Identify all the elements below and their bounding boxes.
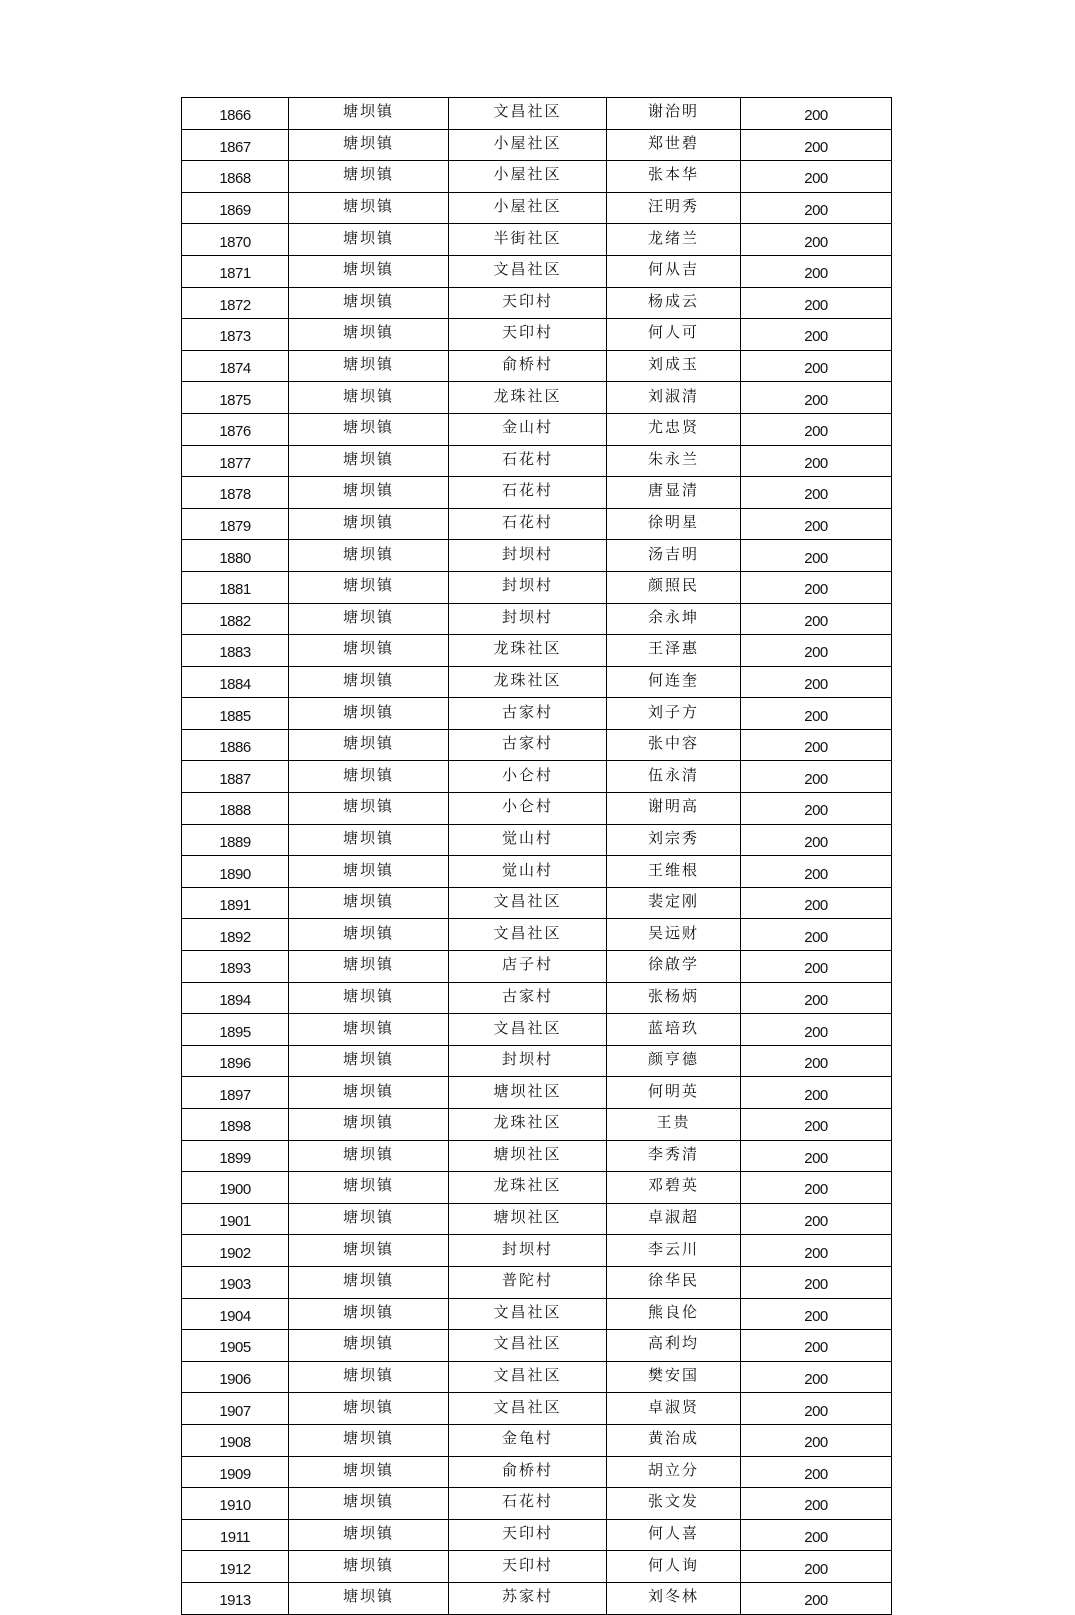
village-cell: 龙珠社区	[449, 666, 607, 698]
town-cell: 塘坝镇	[289, 856, 449, 888]
village-cell: 龙珠社区	[449, 1172, 607, 1204]
table-row	[182, 1140, 892, 1172]
village-cell: 天印村	[449, 1519, 607, 1551]
data-table	[181, 97, 892, 1615]
amount-cell: 200	[741, 1298, 892, 1330]
table-row	[182, 1235, 892, 1267]
person-name-cell: 张杨炳	[607, 982, 741, 1014]
town-cell: 塘坝镇	[289, 1140, 449, 1172]
amount-cell: 200	[741, 1519, 892, 1551]
person-name-cell: 朱永兰	[607, 445, 741, 477]
amount-cell: 200	[741, 919, 892, 951]
village-cell: 古家村	[449, 729, 607, 761]
serial-number-cell: 1876	[182, 413, 289, 445]
serial-number-cell: 1905	[182, 1330, 289, 1362]
serial-number-cell: 1881	[182, 571, 289, 603]
village-cell: 半街社区	[449, 224, 607, 256]
amount-cell: 200	[741, 1077, 892, 1109]
table-row	[182, 729, 892, 761]
person-name-cell: 李云川	[607, 1235, 741, 1267]
table-row	[182, 793, 892, 825]
town-cell: 塘坝镇	[289, 824, 449, 856]
village-cell: 小屋社区	[449, 161, 607, 193]
person-name-cell: 徐明星	[607, 508, 741, 540]
village-cell: 苏家村	[449, 1582, 607, 1614]
amount-cell: 200	[741, 1266, 892, 1298]
person-name-cell: 何明英	[607, 1077, 741, 1109]
person-name-cell: 何人喜	[607, 1519, 741, 1551]
person-name-cell: 颜亨德	[607, 1045, 741, 1077]
table-row	[182, 856, 892, 888]
person-name-cell: 刘冬林	[607, 1582, 741, 1614]
amount-cell: 200	[741, 1140, 892, 1172]
table-row	[182, 1519, 892, 1551]
town-cell: 塘坝镇	[289, 1582, 449, 1614]
town-cell: 塘坝镇	[289, 540, 449, 572]
town-cell: 塘坝镇	[289, 571, 449, 603]
serial-number-cell: 1873	[182, 319, 289, 351]
serial-number-cell: 1872	[182, 287, 289, 319]
amount-cell: 200	[741, 698, 892, 730]
table-row	[182, 571, 892, 603]
town-cell: 塘坝镇	[289, 1424, 449, 1456]
town-cell: 塘坝镇	[289, 1519, 449, 1551]
amount-cell: 200	[741, 635, 892, 667]
table-row	[182, 1298, 892, 1330]
person-name-cell: 刘成玉	[607, 350, 741, 382]
town-cell: 塘坝镇	[289, 1045, 449, 1077]
village-cell: 石花村	[449, 477, 607, 509]
village-cell: 文昌社区	[449, 1298, 607, 1330]
village-cell: 天印村	[449, 287, 607, 319]
table-row	[182, 1014, 892, 1046]
table-row	[182, 382, 892, 414]
table-row	[182, 1361, 892, 1393]
village-cell: 封坝村	[449, 1235, 607, 1267]
person-name-cell: 邓碧英	[607, 1172, 741, 1204]
village-cell: 文昌社区	[449, 887, 607, 919]
town-cell: 塘坝镇	[289, 982, 449, 1014]
person-name-cell: 谢治明	[607, 98, 741, 130]
table-row	[182, 445, 892, 477]
serial-number-cell: 1897	[182, 1077, 289, 1109]
amount-cell: 200	[741, 1456, 892, 1488]
town-cell: 塘坝镇	[289, 1235, 449, 1267]
person-name-cell: 高利均	[607, 1330, 741, 1362]
amount-cell: 200	[741, 1330, 892, 1362]
person-name-cell: 王维根	[607, 856, 741, 888]
amount-cell: 200	[741, 761, 892, 793]
town-cell: 塘坝镇	[289, 287, 449, 319]
serial-number-cell: 1899	[182, 1140, 289, 1172]
person-name-cell: 张中容	[607, 729, 741, 761]
amount-cell: 200	[741, 793, 892, 825]
amount-cell: 200	[741, 1172, 892, 1204]
table-row	[182, 287, 892, 319]
serial-number-cell: 1888	[182, 793, 289, 825]
table-row	[182, 635, 892, 667]
amount-cell: 200	[741, 571, 892, 603]
table-row	[182, 666, 892, 698]
serial-number-cell: 1887	[182, 761, 289, 793]
town-cell: 塘坝镇	[289, 919, 449, 951]
serial-number-cell: 1898	[182, 1109, 289, 1141]
table-row	[182, 508, 892, 540]
table-row	[182, 982, 892, 1014]
person-name-cell: 吴远财	[607, 919, 741, 951]
town-cell: 塘坝镇	[289, 1203, 449, 1235]
table-row	[182, 319, 892, 351]
serial-number-cell: 1879	[182, 508, 289, 540]
town-cell: 塘坝镇	[289, 1456, 449, 1488]
amount-cell: 200	[741, 540, 892, 572]
village-cell: 封坝村	[449, 571, 607, 603]
amount-cell: 200	[741, 192, 892, 224]
person-name-cell: 刘子方	[607, 698, 741, 730]
village-cell: 石花村	[449, 1488, 607, 1520]
person-name-cell: 汤吉明	[607, 540, 741, 572]
person-name-cell: 尤忠贤	[607, 413, 741, 445]
village-cell: 古家村	[449, 982, 607, 1014]
amount-cell: 200	[741, 382, 892, 414]
person-name-cell: 徐啟学	[607, 951, 741, 983]
serial-number-cell: 1890	[182, 856, 289, 888]
serial-number-cell: 1907	[182, 1393, 289, 1425]
village-cell: 龙珠社区	[449, 1109, 607, 1141]
table-row	[182, 413, 892, 445]
village-cell: 石花村	[449, 508, 607, 540]
person-name-cell: 李秀清	[607, 1140, 741, 1172]
village-cell: 店子村	[449, 951, 607, 983]
table-body	[182, 98, 892, 1615]
town-cell: 塘坝镇	[289, 413, 449, 445]
serial-number-cell: 1885	[182, 698, 289, 730]
village-cell: 文昌社区	[449, 1361, 607, 1393]
table-row	[182, 1203, 892, 1235]
village-cell: 文昌社区	[449, 255, 607, 287]
serial-number-cell: 1911	[182, 1519, 289, 1551]
serial-number-cell: 1913	[182, 1582, 289, 1614]
person-name-cell: 何连奎	[607, 666, 741, 698]
serial-number-cell: 1866	[182, 98, 289, 130]
serial-number-cell: 1901	[182, 1203, 289, 1235]
amount-cell: 200	[741, 287, 892, 319]
serial-number-cell: 1909	[182, 1456, 289, 1488]
town-cell: 塘坝镇	[289, 729, 449, 761]
person-name-cell: 徐华民	[607, 1266, 741, 1298]
serial-number-cell: 1877	[182, 445, 289, 477]
person-name-cell: 卓淑贤	[607, 1393, 741, 1425]
town-cell: 塘坝镇	[289, 350, 449, 382]
amount-cell: 200	[741, 224, 892, 256]
table-row	[182, 1266, 892, 1298]
amount-cell: 200	[741, 603, 892, 635]
town-cell: 塘坝镇	[289, 1551, 449, 1583]
table-row	[182, 887, 892, 919]
serial-number-cell: 1871	[182, 255, 289, 287]
serial-number-cell: 1889	[182, 824, 289, 856]
village-cell: 天印村	[449, 1551, 607, 1583]
village-cell: 塘坝社区	[449, 1140, 607, 1172]
serial-number-cell: 1883	[182, 635, 289, 667]
amount-cell: 200	[741, 129, 892, 161]
table-row	[182, 224, 892, 256]
village-cell: 龙珠社区	[449, 382, 607, 414]
amount-cell: 200	[741, 413, 892, 445]
table-row	[182, 1077, 892, 1109]
table-row	[182, 1330, 892, 1362]
person-name-cell: 余永坤	[607, 603, 741, 635]
serial-number-cell: 1902	[182, 1235, 289, 1267]
town-cell: 塘坝镇	[289, 951, 449, 983]
serial-number-cell: 1875	[182, 382, 289, 414]
town-cell: 塘坝镇	[289, 603, 449, 635]
serial-number-cell: 1882	[182, 603, 289, 635]
amount-cell: 200	[741, 1424, 892, 1456]
serial-number-cell: 1908	[182, 1424, 289, 1456]
serial-number-cell: 1878	[182, 477, 289, 509]
town-cell: 塘坝镇	[289, 666, 449, 698]
amount-cell: 200	[741, 350, 892, 382]
person-name-cell: 张文发	[607, 1488, 741, 1520]
serial-number-cell: 1904	[182, 1298, 289, 1330]
village-cell: 普陀村	[449, 1266, 607, 1298]
person-name-cell: 卓淑超	[607, 1203, 741, 1235]
village-cell: 塘坝社区	[449, 1203, 607, 1235]
table-row	[182, 603, 892, 635]
village-cell: 小屋社区	[449, 192, 607, 224]
village-cell: 俞桥村	[449, 1456, 607, 1488]
village-cell: 文昌社区	[449, 1330, 607, 1362]
village-cell: 石花村	[449, 445, 607, 477]
amount-cell: 200	[741, 982, 892, 1014]
village-cell: 封坝村	[449, 540, 607, 572]
amount-cell: 200	[741, 508, 892, 540]
person-name-cell: 谢明高	[607, 793, 741, 825]
town-cell: 塘坝镇	[289, 255, 449, 287]
serial-number-cell: 1880	[182, 540, 289, 572]
town-cell: 塘坝镇	[289, 1077, 449, 1109]
amount-cell: 200	[741, 1045, 892, 1077]
amount-cell: 200	[741, 666, 892, 698]
town-cell: 塘坝镇	[289, 477, 449, 509]
person-name-cell: 颜照民	[607, 571, 741, 603]
person-name-cell: 熊良伦	[607, 1298, 741, 1330]
town-cell: 塘坝镇	[289, 319, 449, 351]
town-cell: 塘坝镇	[289, 1298, 449, 1330]
village-cell: 文昌社区	[449, 1014, 607, 1046]
amount-cell: 200	[741, 319, 892, 351]
person-name-cell: 刘宗秀	[607, 824, 741, 856]
town-cell: 塘坝镇	[289, 887, 449, 919]
serial-number-cell: 1912	[182, 1551, 289, 1583]
town-cell: 塘坝镇	[289, 445, 449, 477]
village-cell: 小仑村	[449, 793, 607, 825]
village-cell: 金龟村	[449, 1424, 607, 1456]
village-cell: 文昌社区	[449, 1393, 607, 1425]
person-name-cell: 何人询	[607, 1551, 741, 1583]
person-name-cell: 张本华	[607, 161, 741, 193]
table-row	[182, 1582, 892, 1614]
table-row	[182, 161, 892, 193]
serial-number-cell: 1892	[182, 919, 289, 951]
amount-cell: 200	[741, 951, 892, 983]
amount-cell: 200	[741, 856, 892, 888]
village-cell: 俞桥村	[449, 350, 607, 382]
village-cell: 塘坝社区	[449, 1077, 607, 1109]
person-name-cell: 裴定刚	[607, 887, 741, 919]
town-cell: 塘坝镇	[289, 698, 449, 730]
serial-number-cell: 1884	[182, 666, 289, 698]
person-name-cell: 蓝培玖	[607, 1014, 741, 1046]
table-row	[182, 477, 892, 509]
town-cell: 塘坝镇	[289, 1393, 449, 1425]
town-cell: 塘坝镇	[289, 129, 449, 161]
town-cell: 塘坝镇	[289, 635, 449, 667]
person-name-cell: 伍永清	[607, 761, 741, 793]
amount-cell: 200	[741, 1014, 892, 1046]
person-name-cell: 杨成云	[607, 287, 741, 319]
amount-cell: 200	[741, 445, 892, 477]
table-row	[182, 98, 892, 130]
table-row	[182, 255, 892, 287]
serial-number-cell: 1893	[182, 951, 289, 983]
amount-cell: 200	[741, 1203, 892, 1235]
table-row	[182, 1424, 892, 1456]
table-row	[182, 1551, 892, 1583]
village-cell: 文昌社区	[449, 98, 607, 130]
person-name-cell: 龙绪兰	[607, 224, 741, 256]
village-cell: 古家村	[449, 698, 607, 730]
village-cell: 封坝村	[449, 1045, 607, 1077]
table-row	[182, 540, 892, 572]
serial-number-cell: 1886	[182, 729, 289, 761]
town-cell: 塘坝镇	[289, 1488, 449, 1520]
town-cell: 塘坝镇	[289, 761, 449, 793]
table-row	[182, 951, 892, 983]
village-cell: 封坝村	[449, 603, 607, 635]
serial-number-cell: 1869	[182, 192, 289, 224]
table-row	[182, 1488, 892, 1520]
person-name-cell: 何从吉	[607, 255, 741, 287]
amount-cell: 200	[741, 1551, 892, 1583]
amount-cell: 200	[741, 255, 892, 287]
serial-number-cell: 1868	[182, 161, 289, 193]
serial-number-cell: 1867	[182, 129, 289, 161]
amount-cell: 200	[741, 824, 892, 856]
town-cell: 塘坝镇	[289, 1109, 449, 1141]
village-cell: 觉山村	[449, 856, 607, 888]
amount-cell: 200	[741, 477, 892, 509]
serial-number-cell: 1895	[182, 1014, 289, 1046]
table-row	[182, 350, 892, 382]
serial-number-cell: 1891	[182, 887, 289, 919]
town-cell: 塘坝镇	[289, 1172, 449, 1204]
town-cell: 塘坝镇	[289, 793, 449, 825]
village-cell: 龙珠社区	[449, 635, 607, 667]
table-row	[182, 129, 892, 161]
serial-number-cell: 1910	[182, 1488, 289, 1520]
town-cell: 塘坝镇	[289, 1330, 449, 1362]
village-cell: 天印村	[449, 319, 607, 351]
amount-cell: 200	[741, 729, 892, 761]
town-cell: 塘坝镇	[289, 1361, 449, 1393]
serial-number-cell: 1903	[182, 1266, 289, 1298]
table-row	[182, 1045, 892, 1077]
table-row	[182, 824, 892, 856]
serial-number-cell: 1906	[182, 1361, 289, 1393]
table-row	[182, 1109, 892, 1141]
serial-number-cell: 1900	[182, 1172, 289, 1204]
person-name-cell: 唐显清	[607, 477, 741, 509]
amount-cell: 200	[741, 1109, 892, 1141]
town-cell: 塘坝镇	[289, 98, 449, 130]
person-name-cell: 何人可	[607, 319, 741, 351]
serial-number-cell: 1894	[182, 982, 289, 1014]
person-name-cell: 汪明秀	[607, 192, 741, 224]
serial-number-cell: 1896	[182, 1045, 289, 1077]
village-cell: 小仑村	[449, 761, 607, 793]
table-row	[182, 1393, 892, 1425]
town-cell: 塘坝镇	[289, 508, 449, 540]
table-row	[182, 761, 892, 793]
amount-cell: 200	[741, 1488, 892, 1520]
person-name-cell: 黄治成	[607, 1424, 741, 1456]
person-name-cell: 胡立分	[607, 1456, 741, 1488]
town-cell: 塘坝镇	[289, 1014, 449, 1046]
amount-cell: 200	[741, 98, 892, 130]
person-name-cell: 王贵	[607, 1109, 741, 1141]
town-cell: 塘坝镇	[289, 1266, 449, 1298]
town-cell: 塘坝镇	[289, 382, 449, 414]
amount-cell: 200	[741, 1235, 892, 1267]
person-name-cell: 王泽惠	[607, 635, 741, 667]
village-cell: 文昌社区	[449, 919, 607, 951]
town-cell: 塘坝镇	[289, 192, 449, 224]
village-cell: 小屋社区	[449, 129, 607, 161]
town-cell: 塘坝镇	[289, 161, 449, 193]
town-cell: 塘坝镇	[289, 224, 449, 256]
person-name-cell: 樊安国	[607, 1361, 741, 1393]
table-row	[182, 919, 892, 951]
village-cell: 金山村	[449, 413, 607, 445]
village-cell: 觉山村	[449, 824, 607, 856]
amount-cell: 200	[741, 887, 892, 919]
amount-cell: 200	[741, 1582, 892, 1614]
amount-cell: 200	[741, 161, 892, 193]
table-row	[182, 698, 892, 730]
amount-cell: 200	[741, 1361, 892, 1393]
serial-number-cell: 1874	[182, 350, 289, 382]
serial-number-cell: 1870	[182, 224, 289, 256]
amount-cell: 200	[741, 1393, 892, 1425]
person-name-cell: 郑世碧	[607, 129, 741, 161]
table-row	[182, 1456, 892, 1488]
table-row	[182, 192, 892, 224]
table-row	[182, 1172, 892, 1204]
person-name-cell: 刘淑清	[607, 382, 741, 414]
